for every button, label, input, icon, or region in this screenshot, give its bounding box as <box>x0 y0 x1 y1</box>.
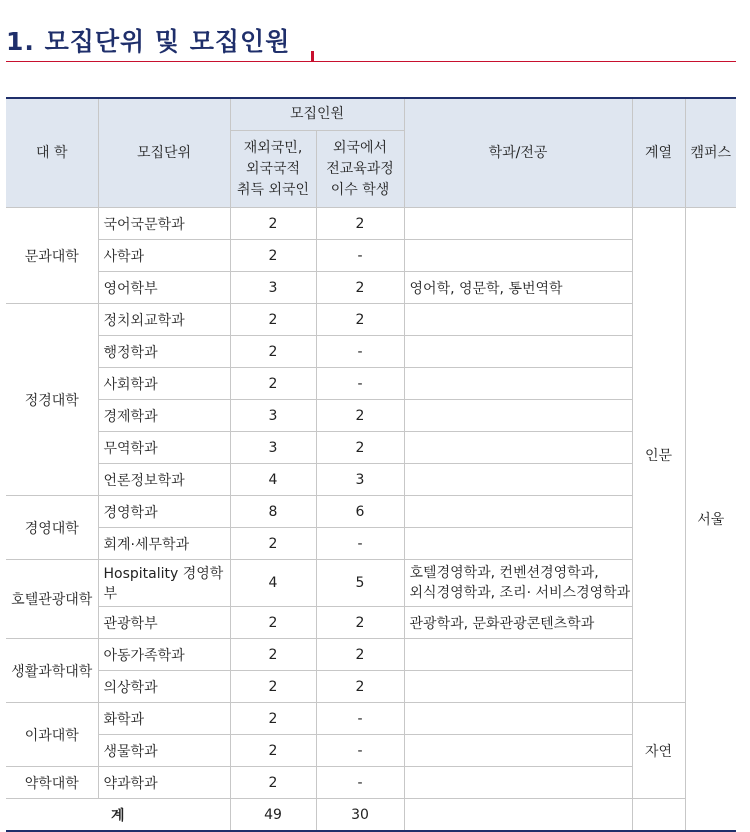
quota-a-cell: 4 <box>230 464 316 496</box>
total-row <box>6 799 736 832</box>
quota-b-cell: 6 <box>316 496 404 528</box>
quota-b-cell: - <box>316 528 404 560</box>
header-quota: 모집인원 <box>230 98 404 131</box>
unit-cell: 무역학과 <box>98 432 230 464</box>
major-cell <box>404 464 632 496</box>
header-quota-overseas <box>316 131 404 208</box>
table-row <box>6 767 736 799</box>
quota-a-cell: 2 <box>230 703 316 735</box>
table-row <box>6 560 736 607</box>
table-row <box>6 496 736 528</box>
quota-a-cell: 2 <box>230 336 316 368</box>
table-row <box>6 432 736 464</box>
major-cell <box>404 336 632 368</box>
unit-cell: Hospitality 경영학부 <box>98 560 230 607</box>
college-cell: 약학대학 <box>6 767 98 799</box>
table-row <box>6 735 736 767</box>
unit-cell: 회계·세무학과 <box>98 528 230 560</box>
table-row <box>6 703 736 735</box>
header-line: 전교육과정 <box>326 160 394 177</box>
category-cell <box>632 799 685 832</box>
unit-cell: 언론정보학과 <box>98 464 230 496</box>
major-cell <box>404 799 632 832</box>
table-row <box>6 528 736 560</box>
quota-a-cell: 2 <box>230 767 316 799</box>
major-cell <box>404 368 632 400</box>
table-row <box>6 639 736 671</box>
header-line: 취득 외국인 <box>236 181 310 198</box>
unit-cell: 정치외교학과 <box>98 304 230 336</box>
category-cell: 자연 <box>632 703 685 799</box>
total-b-cell: 30 <box>316 799 404 832</box>
unit-cell: 사회학과 <box>98 368 230 400</box>
unit-cell: 사학과 <box>98 240 230 272</box>
major-cell <box>404 767 632 799</box>
quota-table <box>6 97 736 832</box>
header-line: 이수 학생 <box>330 181 390 198</box>
major-cell <box>404 703 632 735</box>
category-cell: 인문 <box>632 208 685 703</box>
table-row <box>6 336 736 368</box>
unit-cell: 국어국문학과 <box>98 208 230 240</box>
quota-a-cell: 3 <box>230 432 316 464</box>
quota-b-cell: - <box>316 240 404 272</box>
quota-a-cell: 4 <box>230 560 316 607</box>
quota-a-cell: 2 <box>230 240 316 272</box>
header-major: 학과/전공 <box>404 98 632 208</box>
quota-a-cell: 2 <box>230 304 316 336</box>
college-cell: 이과대학 <box>6 703 98 767</box>
header-line: 외국국적 <box>245 160 301 177</box>
major-cell: 관광학과, 문화관광콘텐츠학과 <box>404 607 632 639</box>
unit-cell: 의상학과 <box>98 671 230 703</box>
quota-b-cell: - <box>316 336 404 368</box>
college-cell: 생활과학대학 <box>6 639 98 703</box>
table-row <box>6 272 736 304</box>
quota-a-cell: 2 <box>230 671 316 703</box>
table-row <box>6 240 736 272</box>
quota-a-cell: 2 <box>230 528 316 560</box>
title-accent-mark <box>311 51 314 61</box>
table-row <box>6 671 736 703</box>
header-line: 재외국민, <box>243 139 303 156</box>
major-cell <box>404 432 632 464</box>
quota-a-cell: 2 <box>230 639 316 671</box>
quota-b-cell: 2 <box>316 639 404 671</box>
major-cell <box>404 735 632 767</box>
table-row <box>6 208 736 240</box>
table-row <box>6 607 736 639</box>
header-category: 계열 <box>632 98 685 208</box>
header-line: 외국에서 <box>332 139 388 156</box>
major-cell <box>404 671 632 703</box>
quota-b-cell: 2 <box>316 208 404 240</box>
table-row <box>6 400 736 432</box>
unit-cell: 약과학과 <box>98 767 230 799</box>
unit-cell: 화학과 <box>98 703 230 735</box>
unit-cell: 관광학부 <box>98 607 230 639</box>
major-cell <box>404 208 632 240</box>
title-divider <box>6 61 736 62</box>
quota-a-cell: 2 <box>230 607 316 639</box>
major-cell <box>404 400 632 432</box>
major-cell <box>404 639 632 671</box>
quota-b-cell: - <box>316 368 404 400</box>
unit-cell: 영어학부 <box>98 272 230 304</box>
major-cell <box>404 528 632 560</box>
unit-cell: 경영학과 <box>98 496 230 528</box>
unit-cell: 행정학과 <box>98 336 230 368</box>
college-cell: 정경대학 <box>6 304 98 496</box>
quota-b-cell: 3 <box>316 464 404 496</box>
header-unit: 모집단위 <box>98 98 230 208</box>
total-label: 계 <box>6 799 230 832</box>
college-cell: 호텔관광대학 <box>6 560 98 639</box>
quota-a-cell: 2 <box>230 208 316 240</box>
table-row <box>6 304 736 336</box>
unit-cell: 아동가족학과 <box>98 639 230 671</box>
major-cell <box>404 304 632 336</box>
quota-b-cell: 2 <box>316 304 404 336</box>
major-cell <box>404 496 632 528</box>
quota-b-cell: 2 <box>316 400 404 432</box>
quota-a-cell: 3 <box>230 272 316 304</box>
header-quota-foreign <box>230 131 316 208</box>
college-cell: 문과대학 <box>6 208 98 304</box>
unit-cell: 경제학과 <box>98 400 230 432</box>
campus-cell: 서울 <box>685 208 736 832</box>
major-line: 호텔경영학과, 컨벤션경영학과, <box>409 565 599 581</box>
major-cell <box>404 560 632 607</box>
page-title: 1. 모집단위 및 모집인원 <box>6 27 291 56</box>
quota-a-cell: 2 <box>230 735 316 767</box>
major-line: 외식경영학과, 조리· 서비스경영학과 <box>409 585 631 601</box>
major-cell: 영어학, 영문학, 통번역학 <box>404 272 632 304</box>
quota-b-cell: 2 <box>316 272 404 304</box>
quota-a-cell: 8 <box>230 496 316 528</box>
unit-cell: 생물학과 <box>98 735 230 767</box>
quota-b-cell: 2 <box>316 671 404 703</box>
header-campus: 캠퍼스 <box>685 98 736 208</box>
quota-a-cell: 3 <box>230 400 316 432</box>
quota-b-cell: - <box>316 703 404 735</box>
total-a-cell: 49 <box>230 799 316 832</box>
quota-b-cell: 5 <box>316 560 404 607</box>
header-university: 대 학 <box>6 98 98 208</box>
quota-a-cell: 2 <box>230 368 316 400</box>
quota-b-cell: - <box>316 735 404 767</box>
table-row <box>6 368 736 400</box>
table-row <box>6 464 736 496</box>
quota-b-cell: - <box>316 767 404 799</box>
quota-b-cell: 2 <box>316 607 404 639</box>
college-cell: 경영대학 <box>6 496 98 560</box>
major-cell <box>404 240 632 272</box>
quota-b-cell: 2 <box>316 432 404 464</box>
